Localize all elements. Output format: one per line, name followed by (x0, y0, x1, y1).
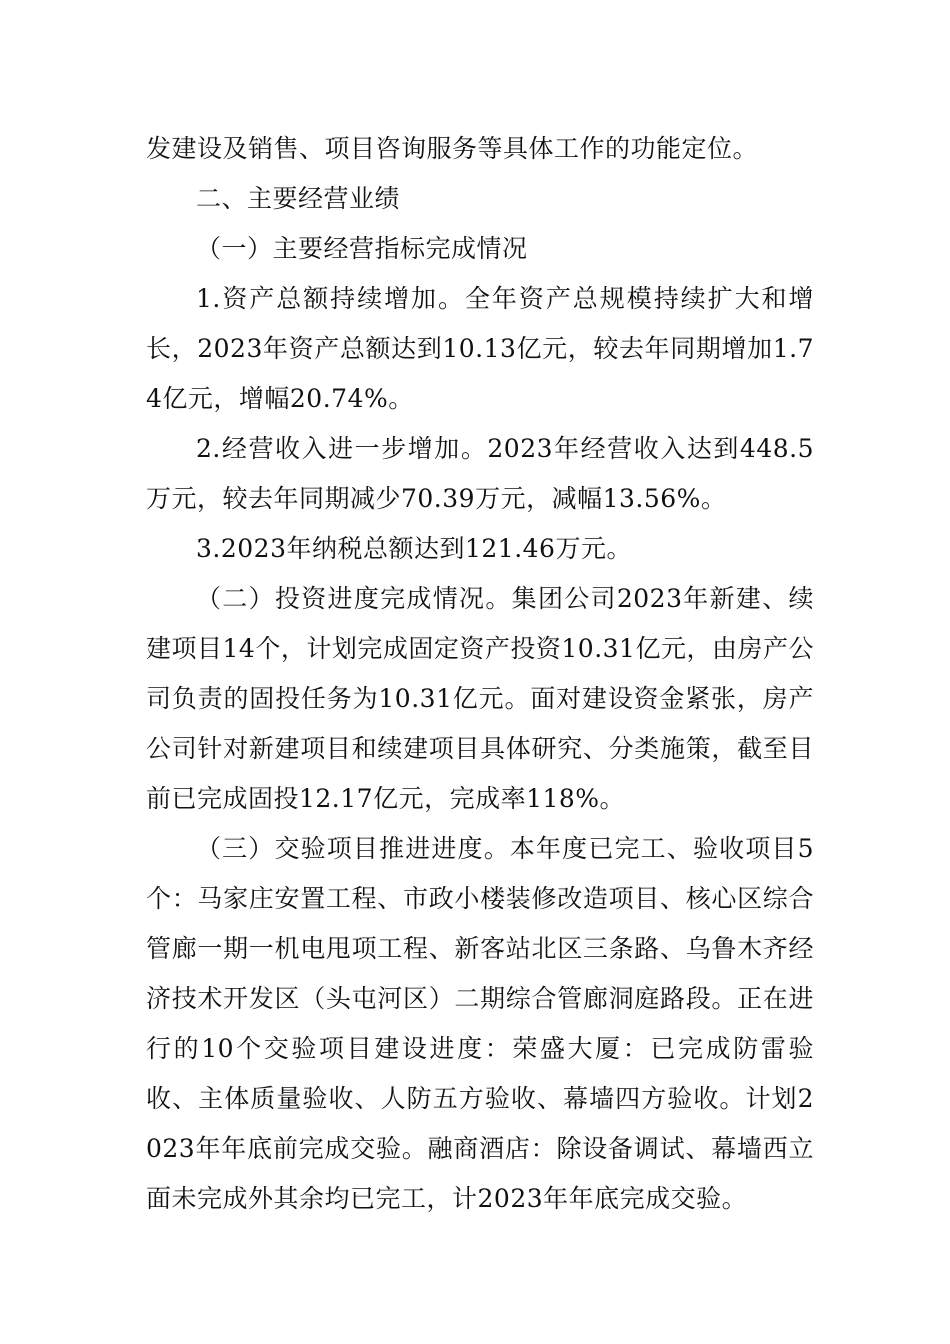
paragraph-tax-total: 3.2023年纳税总额达到121.46万元。 (196, 534, 632, 563)
paragraph-operating-revenue: 2.经营收入进一步增加。2023年经营收入达到448.5万元，较去年同期减少70.39万元，减幅13.56%。 (146, 434, 814, 513)
paragraph-total-assets: 1.资产总额持续增加。全年资产总规模持续扩大和增长，2023年资产总额达到10.13亿元，较去年同期增加1.74亿元，增幅20.74%。 (146, 284, 814, 413)
paragraph-acceptance-progress: （三）交验项目推进进度。本年度已完工、验收项目5个：马家庄安置工程、市政小楼装修改造项目、核心区综合管廊一期一机电甩项工程、新客站北区三条路、乌鲁木齐经济技术开发区（头屯河区）二期综合管廊洞庭路段。正在进行的10个交验项目建设进度：荣盛大厦：已完成防雷验收、主体质量验收、人防五方验收、幕墙四方验收。计划2023年年底前完成交验。融商酒店：除设备调试、幕墙西立面未完成外其余均已完工，计2023年年底完成交验。 (146, 834, 814, 1213)
document-body (146, 124, 814, 1224)
subsection-heading-indicators: （一）主要经营指标完成情况 (196, 234, 528, 263)
paragraph-investment-progress: （二）投资进度完成情况。集团公司2023年新建、续建项目14个，计划完成固定资产投资10.31亿元，由房产公司负责的固投任务为10.31亿元。面对建设资金紧张，房产公司针对新建项目和续建项目具体研究、分类施策，截至目前已完成固投12.17亿元，完成率118%。 (146, 584, 814, 813)
section-heading-main-performance: 二、主要经营业绩 (196, 184, 401, 213)
paragraph-continuation: 发建设及销售、项目咨询服务等具体工作的功能定位。 (146, 134, 759, 163)
